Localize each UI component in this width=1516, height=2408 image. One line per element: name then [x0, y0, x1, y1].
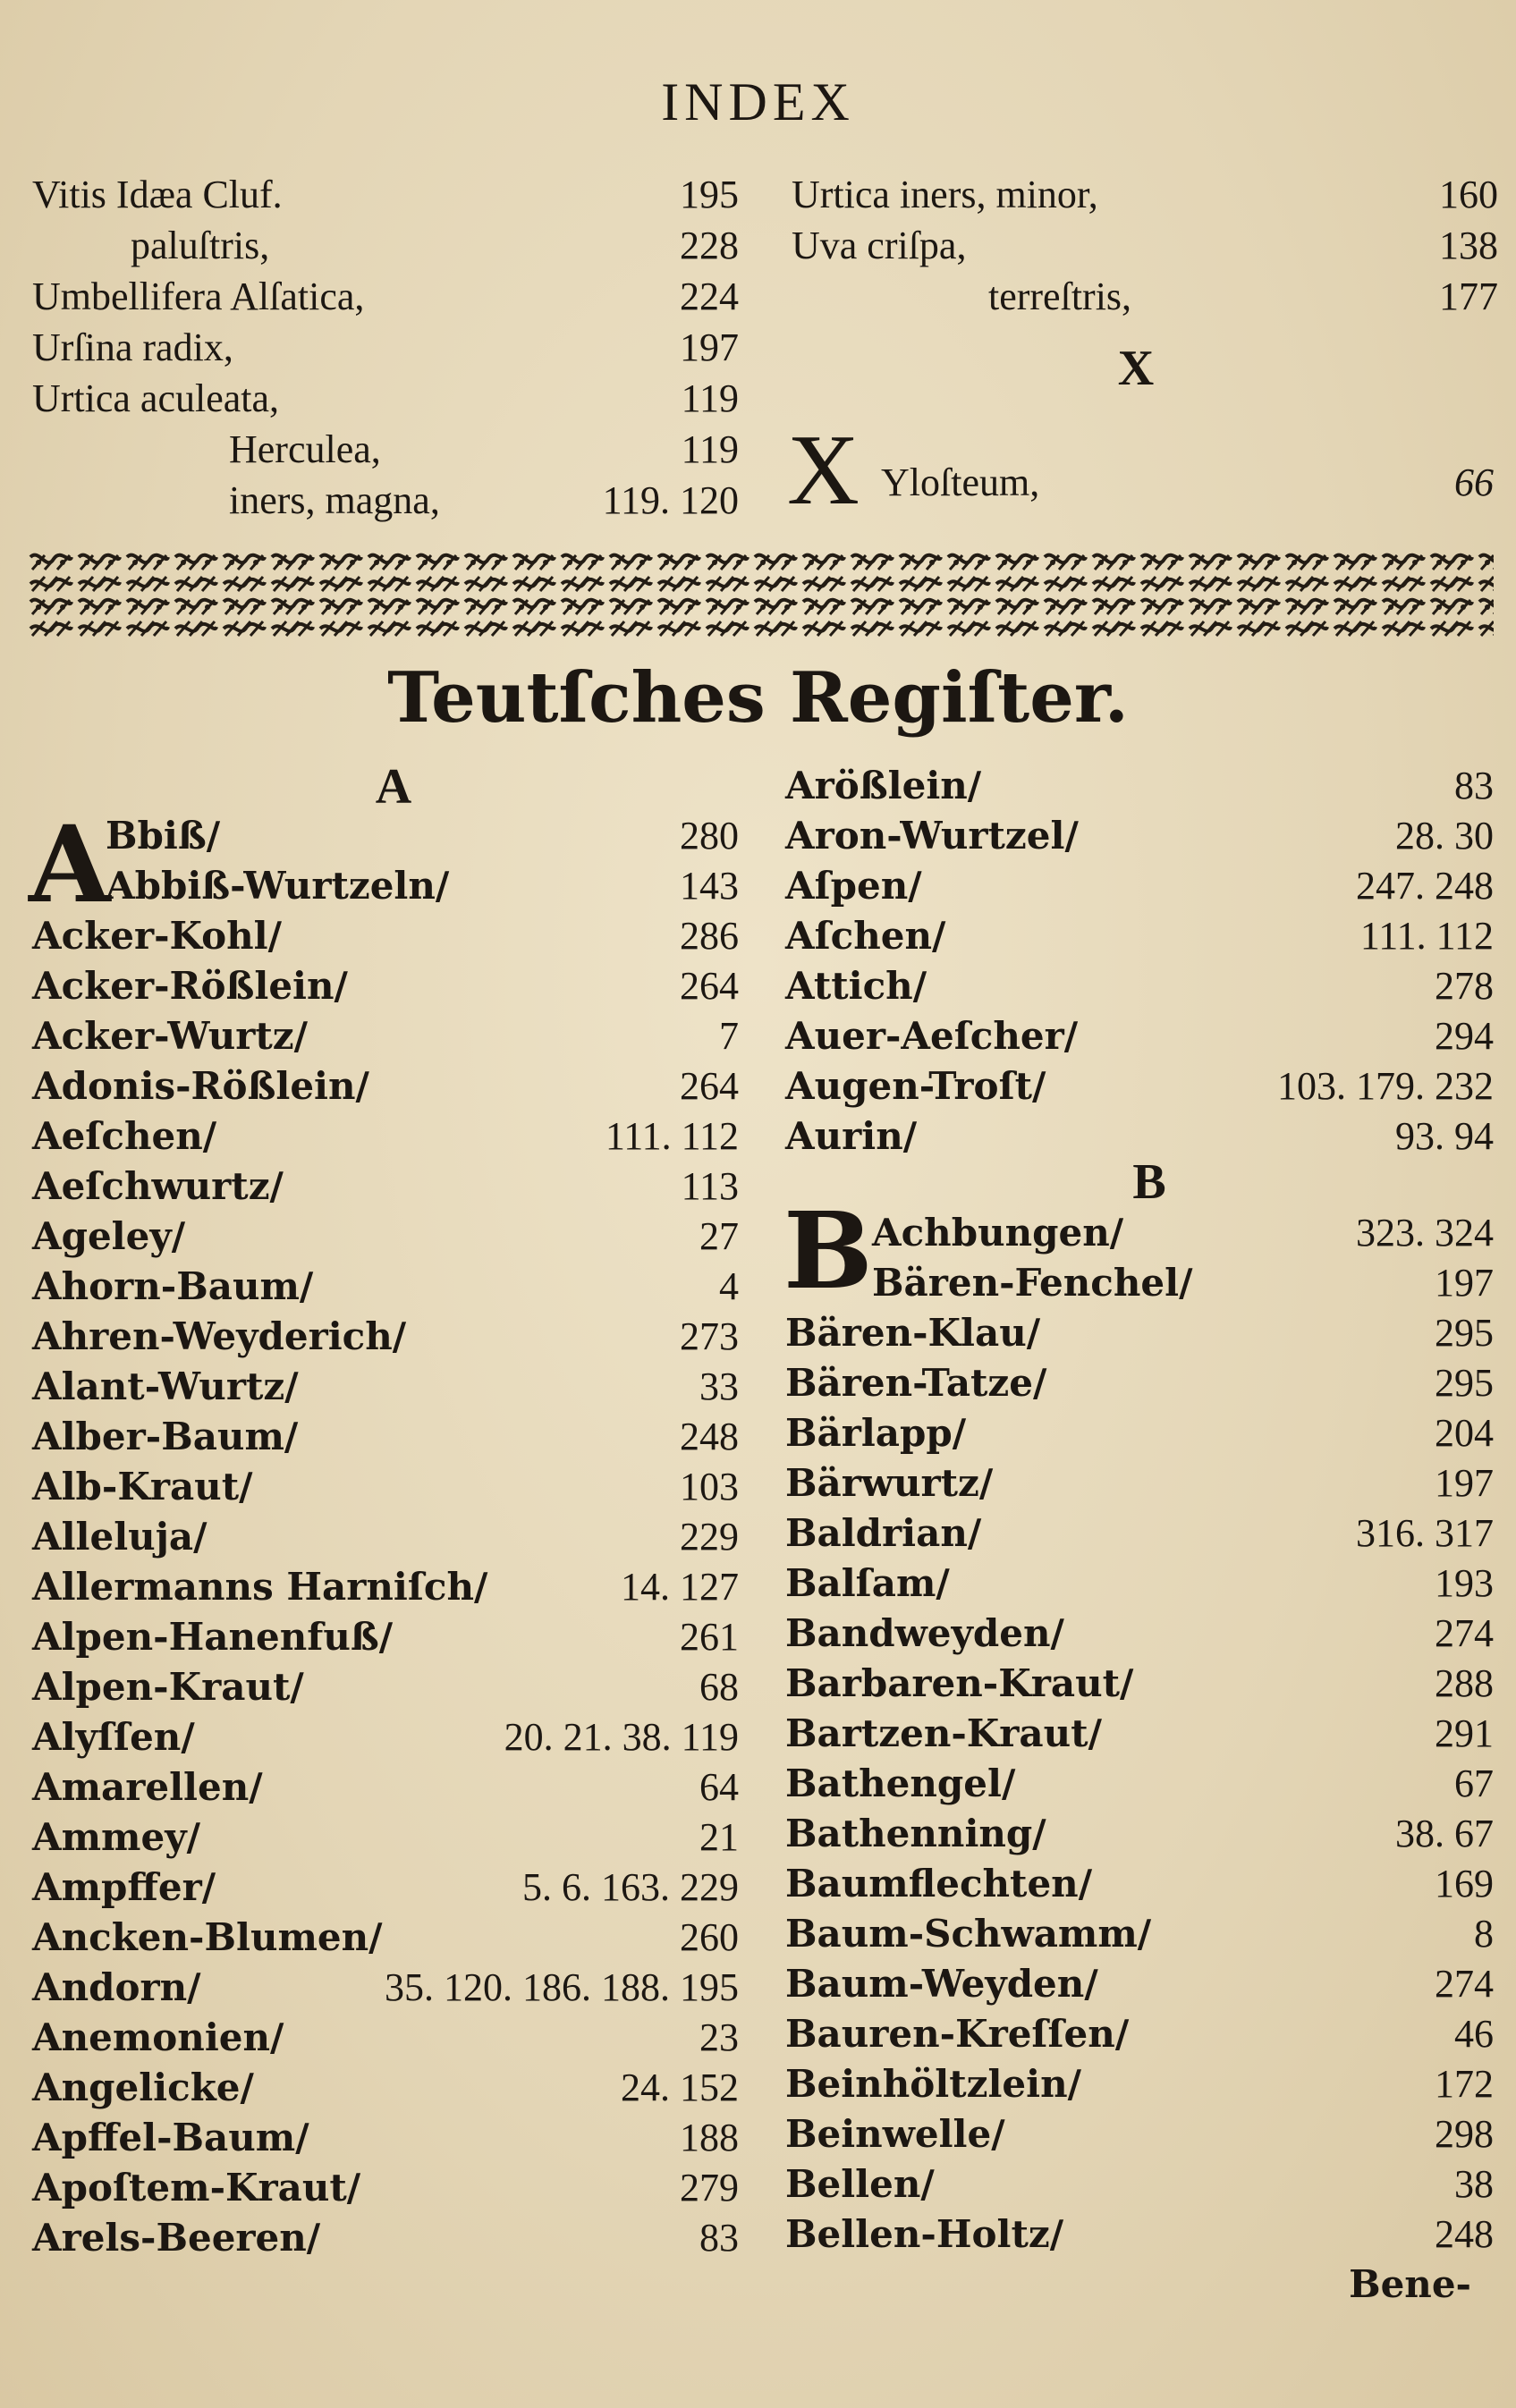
index-entry [32, 1363, 739, 1411]
entry-pages: 195 [680, 173, 739, 216]
entry-term: Bären-Klau/ [785, 1311, 1041, 1355]
entry-term: Bathengel/ [785, 1762, 1016, 1805]
entry-pages: 4 [719, 1264, 739, 1308]
entry-pages: 5. 6. 163. 229 [522, 1865, 739, 1909]
index-entry [785, 862, 1494, 910]
entry-pages: 68 [699, 1665, 739, 1709]
index-entry [785, 2160, 1494, 2209]
entry-term: Bellen/ [785, 2162, 935, 2206]
index-entry [872, 1259, 1494, 1307]
index-entry [32, 1513, 739, 1561]
index-entry [785, 2060, 1494, 2108]
index-entry [32, 2214, 739, 2262]
index-entry [32, 962, 739, 1010]
entry-pages: 8 [1474, 1912, 1494, 1956]
entry-pages: 248 [680, 1415, 739, 1458]
entry-pages: 24. 152 [621, 2066, 739, 2109]
entry-pages: 298 [1435, 2112, 1494, 2156]
entry-term: Alleluja/ [32, 1515, 207, 1559]
entry-term: Beinwelle/ [785, 2112, 1005, 2156]
index-entry [785, 1910, 1494, 1958]
index-entry [785, 1960, 1494, 2008]
entry-pages: 274 [1435, 1611, 1494, 1655]
entry-pages: 23 [699, 2015, 739, 2059]
entry-term: Attich/ [785, 964, 927, 1008]
entry-term: Anemonien/ [32, 2015, 284, 2059]
entry-term: Bbiß/ [106, 814, 221, 858]
entry-pages: 119 [681, 427, 739, 471]
entry-pages: 279 [680, 2166, 739, 2209]
index-entry [32, 2064, 739, 2112]
entry-term: Allermanns Harniſch/ [32, 1565, 488, 1609]
entry-pages: 138 [1439, 224, 1498, 267]
entry-pages: 119. 120 [602, 478, 739, 522]
entry-term: Aurin/ [785, 1114, 918, 1158]
index-entry [32, 1914, 739, 1962]
entry-pages: 67 [1454, 1762, 1494, 1805]
entry-term: Umbellifera Alſatica, [32, 275, 365, 318]
index-entry [785, 1359, 1494, 1407]
index-entry [792, 221, 1498, 271]
index-entry [32, 1263, 739, 1311]
entry-term: Bartzen-Kraut/ [785, 1711, 1102, 1755]
entry-pages: 66 [1454, 460, 1494, 504]
entry-pages: 177 [1439, 275, 1498, 318]
entry-term: terreſtris, [988, 275, 1132, 318]
entry-pages: 21 [699, 1815, 739, 1859]
index-entry [32, 1964, 739, 2012]
entry-pages: 197 [1435, 1461, 1494, 1505]
index-entry [32, 1613, 739, 1661]
entry-pages: 224 [680, 275, 739, 318]
entry-term: Alb-Kraut/ [32, 1465, 253, 1508]
index-entry [785, 962, 1494, 1010]
entry-pages: 83 [699, 2216, 739, 2260]
entry-term: Ageley/ [32, 1214, 186, 1258]
drop-initial-a: A [29, 802, 111, 926]
entry-term: Barbaren-Kraut/ [785, 1661, 1134, 1705]
entry-pages: 172 [1435, 2062, 1494, 2106]
index-entry [32, 1763, 739, 1812]
entry-term: Bärlapp/ [785, 1411, 967, 1455]
entry-term: Ancken-Blumen/ [32, 1915, 383, 1959]
entry-term: Aſpen/ [785, 864, 922, 908]
entry-pages: 160 [1439, 173, 1498, 216]
entry-term: Bären-Tatze/ [785, 1361, 1047, 1405]
entry-pages: 7 [719, 1014, 739, 1058]
index-entry [32, 1813, 739, 1862]
index-entry [131, 221, 739, 271]
index-entry [785, 1610, 1494, 1658]
entry-term: Arels-Beeren/ [32, 2216, 321, 2260]
entry-term: Aſchen/ [785, 914, 946, 958]
entry-term: Baldrian/ [785, 1511, 982, 1555]
entry-pages: 188 [680, 2116, 739, 2159]
entry-pages: 323. 324 [1356, 1211, 1494, 1255]
entry-term: Herculea, [229, 427, 381, 471]
index-entry [785, 1710, 1494, 1758]
entry-term: Acker-Rößlein/ [32, 964, 348, 1008]
register-title: Teutſches Regiſter. [387, 657, 1129, 739]
index-entry [785, 2010, 1494, 2058]
entry-term: Uva criſpa, [792, 224, 967, 267]
index-entry [792, 170, 1498, 220]
index-entry [32, 323, 739, 373]
entry-pages: 143 [680, 864, 739, 908]
index-entry [32, 1663, 739, 1711]
entry-term: Adonis-Rößlein/ [32, 1064, 369, 1108]
index-entry [872, 1209, 1494, 1257]
entry-pages: 28. 30 [1395, 814, 1494, 858]
index-entry [785, 1660, 1494, 1708]
index-entry [106, 862, 739, 910]
entry-term: iners, magna, [229, 478, 440, 522]
entry-pages: 291 [1435, 1711, 1494, 1755]
entry-pages: 294 [1435, 1014, 1494, 1058]
entry-term: Aeſchwurtz/ [32, 1164, 284, 1208]
entry-term: Acker-Kohl/ [32, 914, 282, 958]
entry-pages: 38. 67 [1395, 1812, 1494, 1855]
index-entry [229, 425, 739, 475]
index-entry [32, 2114, 739, 2162]
entry-term: Alant-Wurtz/ [32, 1365, 299, 1408]
entry-term: Urtica aculeata, [32, 376, 280, 420]
index-entry [785, 1559, 1494, 1608]
catchword: Bene- [1349, 2262, 1471, 2306]
entry-pages: 260 [680, 1915, 739, 1959]
entry-pages: 64 [699, 1765, 739, 1809]
entry-pages: 119 [681, 376, 739, 420]
index-entry [32, 912, 739, 960]
entry-pages: 169 [1435, 1862, 1494, 1905]
index-entry [785, 2110, 1494, 2159]
entry-term: Bauren-Kreſſen/ [785, 2012, 1130, 2056]
entry-pages: 193 [1435, 1561, 1494, 1605]
entry-pages: 295 [1435, 1311, 1494, 1355]
index-entry [785, 1409, 1494, 1457]
drop-initial-x: X [787, 415, 860, 526]
index-entry [32, 1162, 739, 1211]
entry-term: Apffel-Baum/ [32, 2116, 309, 2159]
index-entry [785, 1860, 1494, 1908]
section-letter-a: A [375, 759, 412, 815]
entry-pages: 197 [680, 325, 739, 369]
entry-pages: 274 [1435, 1962, 1494, 2006]
entry-pages: 27 [699, 1214, 739, 1258]
entry-pages: 46 [1454, 2012, 1494, 2056]
entry-term: Bathenning/ [785, 1812, 1046, 1855]
entry-term: Baum-Weyden/ [785, 1962, 1098, 2006]
entry-term: Amarellen/ [32, 1765, 263, 1809]
section-letter-x: X [1117, 341, 1155, 396]
index-entry [785, 812, 1494, 860]
index-entry [32, 272, 739, 322]
index-entry [785, 2210, 1494, 2259]
entry-term: Alpen-Hanenfuß/ [32, 1615, 394, 1659]
index-entry [785, 1760, 1494, 1808]
entry-pages: 264 [680, 1064, 739, 1108]
index-entry [229, 476, 739, 526]
entry-pages: 295 [1435, 1361, 1494, 1405]
index-entry [32, 1313, 739, 1361]
entry-term: Alber-Baum/ [32, 1415, 299, 1458]
index-entry [32, 1112, 739, 1161]
entry-term: Bandweyden/ [785, 1611, 1064, 1655]
entry-term: Yloſteum, [881, 460, 1040, 504]
entry-pages: 33 [699, 1365, 739, 1408]
index-entry [32, 1413, 739, 1461]
page-header: INDEX [661, 72, 855, 131]
entry-pages: 111. 112 [605, 1114, 739, 1158]
entry-pages: 83 [1454, 764, 1494, 807]
entry-term: Ahorn-Baum/ [32, 1264, 314, 1308]
entry-term: Augen-Troſt/ [785, 1064, 1046, 1108]
index-entry [32, 374, 739, 424]
entry-term: Ahren-Weyderich/ [32, 1314, 407, 1358]
entry-pages: 35. 120. 186. 188. 195 [385, 1965, 739, 2009]
index-entry [785, 762, 1494, 810]
index-entry [785, 1012, 1494, 1060]
entry-term: Angelicke/ [32, 2066, 254, 2109]
index-entry [785, 1309, 1494, 1357]
entry-term: Acker-Wurtz/ [32, 1014, 308, 1058]
entry-term: Ampffer/ [32, 1865, 216, 1909]
index-entry [988, 272, 1498, 322]
entry-pages: 197 [1435, 1261, 1494, 1305]
entry-pages: 273 [680, 1314, 739, 1358]
entry-term: Baum-Schwamm/ [785, 1912, 1152, 1956]
entry-pages: 38 [1454, 2162, 1494, 2206]
index-entry [32, 2164, 739, 2212]
entry-term: Arößlein/ [785, 764, 982, 807]
entry-pages: 93. 94 [1395, 1114, 1494, 1158]
entry-pages: 14. 127 [621, 1565, 739, 1609]
entry-term: Aeſchen/ [32, 1114, 217, 1158]
entry-pages: 103. 179. 232 [1277, 1064, 1494, 1108]
entry-pages: 288 [1435, 1661, 1494, 1705]
entry-term: Bellen-Holtz/ [785, 2212, 1064, 2256]
index-entry [785, 1459, 1494, 1508]
entry-pages: 261 [680, 1615, 739, 1659]
drop-initial-b: B [783, 1188, 873, 1313]
entry-term: Apoſtem-Kraut/ [32, 2166, 361, 2209]
index-entry [32, 1212, 739, 1261]
entry-term: Vitis Idæa Cluf. [32, 173, 283, 216]
entry-term: Andorn/ [32, 1965, 201, 2009]
entry-term: paluſtris, [131, 224, 270, 267]
section-letter-b: B [1132, 1154, 1166, 1210]
index-entry [106, 812, 739, 860]
entry-term: Baumflechten/ [785, 1862, 1093, 1905]
entry-pages: 111. 112 [1359, 914, 1494, 958]
index-entry [785, 1509, 1494, 1558]
entry-term: Beinhöltzlein/ [785, 2062, 1081, 2106]
index-entry [785, 1062, 1494, 1111]
entry-pages: 316. 317 [1356, 1511, 1494, 1555]
entry-term: Alyſſen/ [32, 1715, 195, 1759]
entry-term: Abbiß-Wurtzeln/ [106, 864, 450, 908]
entry-pages: 264 [680, 964, 739, 1008]
index-entry [32, 1713, 739, 1762]
entry-pages: 229 [680, 1515, 739, 1559]
entry-term: Bärwurtz/ [785, 1461, 994, 1505]
entry-term: Achbungen/ [872, 1211, 1124, 1255]
entry-pages: 113 [681, 1164, 739, 1208]
entry-pages: 280 [680, 814, 739, 858]
index-entry [32, 1563, 739, 1611]
index-entry [785, 912, 1494, 960]
entry-term: Aron-Wurtzel/ [785, 814, 1079, 858]
entry-term: Balſam/ [785, 1561, 950, 1605]
entry-pages: 278 [1435, 964, 1494, 1008]
entry-term: Auer-Aeſcher/ [785, 1014, 1079, 1058]
ornamental-border [27, 550, 1494, 639]
index-entry [32, 1012, 739, 1060]
index-entry [32, 2014, 739, 2062]
index-entry [32, 170, 739, 220]
entry-term: Alpen-Kraut/ [32, 1665, 304, 1709]
index-entry [785, 1810, 1494, 1858]
entry-term: Urtica iners, minor, [792, 173, 1098, 216]
entry-term: Urſina radix, [32, 325, 233, 369]
index-entry [32, 1062, 739, 1111]
x-entry [881, 458, 1494, 508]
index-entry [32, 1863, 739, 1912]
entry-term: Bären-Fenchel/ [872, 1261, 1193, 1305]
index-entry [32, 1463, 739, 1511]
entry-pages: 248 [1435, 2212, 1494, 2256]
entry-pages: 228 [680, 224, 739, 267]
entry-pages: 103 [680, 1465, 739, 1508]
entry-pages: 286 [680, 914, 739, 958]
entry-pages: 247. 248 [1356, 864, 1494, 908]
entry-pages: 204 [1435, 1411, 1494, 1455]
entry-pages: 20. 21. 38. 119 [504, 1715, 739, 1759]
entry-term: Ammey/ [32, 1815, 200, 1859]
